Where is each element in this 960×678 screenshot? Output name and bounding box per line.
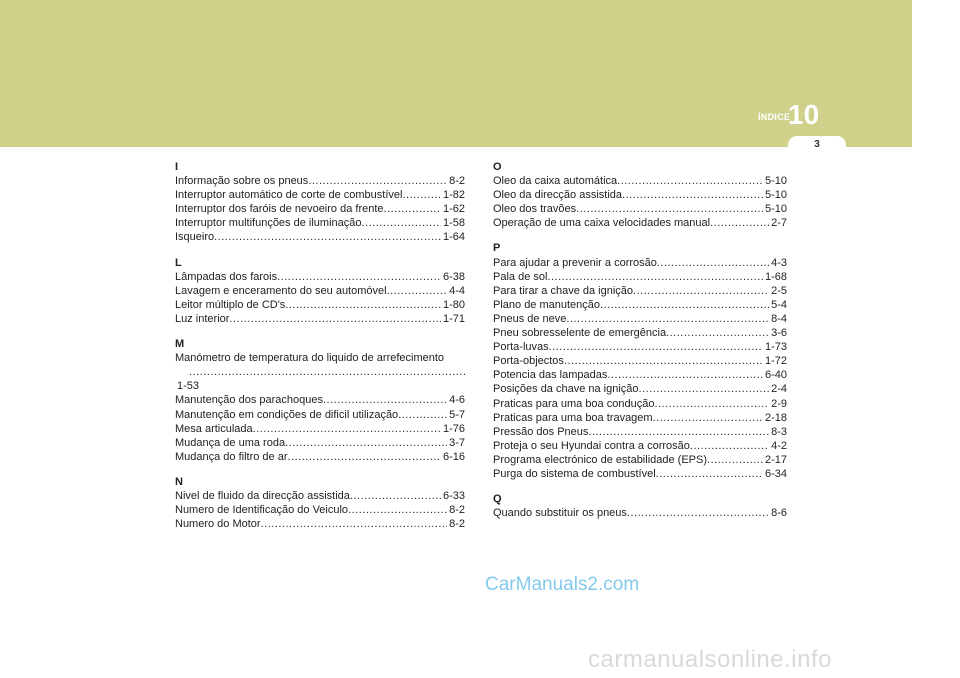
dot-leader	[607, 368, 763, 382]
index-entry-title: Praticas para uma boa condução	[493, 397, 655, 410]
index-letter-heading: I	[175, 161, 179, 173]
index-entry-title: Porta-luvas	[493, 341, 549, 354]
page-number: 3	[814, 139, 820, 150]
index-entry	[493, 326, 787, 340]
index-entry-page: 6-33	[442, 489, 465, 502]
index-entry	[175, 517, 465, 531]
index-group	[175, 160, 465, 245]
index-entry-title: Quando substituir os pneus	[493, 507, 627, 520]
index-entry-page: 5-10	[764, 175, 787, 188]
index-entry	[175, 393, 465, 407]
index-column-right	[493, 160, 787, 531]
index-entry	[493, 382, 787, 396]
index-entry	[493, 284, 787, 298]
dot-leader	[361, 216, 440, 230]
dot-leader	[547, 270, 763, 284]
index-entry-title: Nivel de fluido da direcção assistida	[175, 489, 350, 502]
index-entry-page: 1-62	[442, 203, 465, 216]
dot-leader	[253, 422, 441, 436]
chapter-number: 10	[788, 99, 820, 130]
dot-leader	[285, 298, 441, 312]
index-entry	[175, 436, 465, 450]
index-entry-page: 5-10	[764, 189, 787, 202]
index-entry-title: Posições da chave na ignição	[493, 383, 639, 396]
index-entry	[493, 202, 787, 216]
dot-leader	[350, 489, 441, 503]
index-entry	[175, 230, 465, 244]
index-letter-heading: Q	[493, 493, 502, 506]
index-entry-page: 5-10	[764, 203, 787, 216]
index-entry-title: Manutenção em condições de dificil utilização	[175, 408, 399, 421]
index-entry-title: Numero de Identificação do Veiculo	[175, 504, 349, 517]
index-entry	[493, 453, 787, 467]
index-group	[493, 492, 787, 520]
index-entry-page: 1-71	[442, 312, 465, 325]
index-entry	[175, 216, 465, 230]
index-entry-page: 8-6	[771, 507, 787, 520]
dot-leader	[633, 284, 769, 298]
index-group	[175, 337, 465, 464]
index-entry-page: 1-73	[764, 341, 787, 354]
index-entry	[493, 411, 787, 425]
index-entry-title: Manutenção dos parachoques	[175, 394, 323, 407]
index-entry	[175, 351, 465, 393]
index-entry-page: 8-2	[449, 504, 465, 517]
dot-leader	[617, 174, 763, 188]
index-group	[175, 256, 465, 326]
dot-leader	[229, 312, 441, 326]
dot-leader	[639, 382, 770, 396]
index-entry	[175, 422, 465, 436]
index-entry-title: Informação sobre os pneus	[175, 175, 309, 188]
index-entry	[175, 188, 465, 202]
index-group	[493, 160, 787, 230]
header-band	[0, 0, 912, 147]
index-entry-title: Interruptor automático de corte de combustível	[175, 189, 403, 202]
index-entry-title: Pneus de neve	[493, 312, 567, 325]
index-entry	[175, 408, 465, 422]
dot-leader	[576, 202, 763, 216]
index-entry	[493, 174, 787, 188]
index-entry-page: 1-82	[442, 189, 465, 202]
index-entry	[175, 503, 465, 517]
index-entry-page: 8-2	[449, 518, 465, 531]
dot-leader	[666, 326, 769, 340]
index-entry	[493, 425, 787, 439]
index-entry	[493, 188, 787, 202]
index-entry	[493, 216, 787, 230]
dot-leader	[308, 174, 447, 188]
dot-leader	[348, 503, 447, 517]
index-entry	[175, 489, 465, 503]
index-entry-title: Mesa articulada	[175, 422, 253, 435]
dot-leader	[566, 312, 769, 326]
index-entry-page: 5-7	[449, 408, 465, 421]
index-entry	[493, 340, 787, 354]
dot-leader	[285, 436, 447, 450]
index-entry-title: Plano de manutenção	[493, 298, 601, 311]
index-entry-title: Oleo da caixa automática	[493, 175, 618, 188]
dot-leader	[707, 453, 763, 467]
index-entry-page: 1-72	[764, 355, 787, 368]
index-entry-title: Isqueiro	[175, 231, 215, 244]
dot-leader	[398, 408, 447, 422]
index-entry-page: 4-6	[449, 394, 465, 407]
index-entry-page: 4-2	[771, 439, 787, 452]
dot-leader	[549, 340, 763, 354]
index-entry-page: 6-34	[764, 467, 787, 480]
index-entry-page: 1-58	[442, 217, 465, 230]
watermark-carmanualsonline: carmanualsonline.info	[588, 646, 832, 673]
index-entry	[175, 298, 465, 312]
index-entry-title: Luz interior	[175, 312, 230, 325]
index-entry-page: 8-4	[771, 312, 787, 325]
dot-leader	[387, 284, 448, 298]
index-entry-title: Interruptor dos faróis de nevoeiro da frente	[175, 203, 384, 216]
index-entry-title: Para ajudar a prevenir a corrosão	[493, 256, 657, 269]
dot-leader	[653, 411, 763, 425]
index-letter-heading: M	[175, 338, 185, 351]
index-letter-heading: N	[175, 475, 183, 488]
dot-leader	[402, 188, 441, 202]
index-entry-title: Mudança de uma roda	[175, 436, 286, 449]
index-entry-title: Pala de sol	[493, 270, 548, 283]
dot-leader	[600, 298, 769, 312]
dot-leader	[588, 425, 769, 439]
index-entry	[175, 174, 465, 188]
index-entry-page: 8-3	[771, 425, 787, 438]
index-entry-page: 4-4	[449, 284, 465, 297]
index-entry	[493, 368, 787, 382]
index-column-left	[175, 160, 465, 542]
index-entry	[175, 450, 465, 464]
index-entry	[493, 256, 787, 270]
index-entry	[175, 312, 465, 326]
index-group	[493, 241, 787, 481]
index-entry-page: 2-5	[771, 284, 787, 297]
index-entry	[493, 270, 787, 284]
index-entry-page: 2-17	[764, 453, 787, 466]
index-entry-title: Programa electrónico de estabilidade (EPS)	[493, 453, 708, 466]
index-entry-page: 5-4	[771, 298, 787, 311]
index-entry-page: 1-76	[442, 422, 465, 435]
dot-leader	[657, 256, 769, 270]
index-entry-page: 3-7	[449, 436, 465, 449]
dot-leader	[710, 216, 769, 230]
index-entry-title: Lâmpadas dos farois	[175, 270, 278, 283]
index-entry-title: Purga do sistema de combustível	[493, 467, 656, 480]
index-entry-title: Pneu sobresselente de emergência	[493, 327, 667, 340]
dot-leader	[288, 450, 441, 464]
dot-leader	[627, 506, 769, 520]
index-entry-title: Mudança do filtro de ar	[175, 450, 288, 463]
index-entry-page: 8-2	[449, 175, 465, 188]
index-entry-title: Leitor múltiplo de CD's	[175, 298, 286, 311]
index-entry-page: 1-68	[764, 270, 787, 283]
dot-leader	[323, 393, 447, 407]
index-entry-title: Proteja o seu Hyundai contra a corrosão	[493, 439, 690, 452]
index-entry-title: Para tirar a chave da ignição	[493, 284, 634, 297]
dot-leader	[214, 230, 441, 244]
dot-leader	[175, 365, 465, 379]
index-entry-title: Operação de uma caixa velocidades manual	[493, 217, 711, 230]
index-entry	[493, 354, 787, 368]
index-group	[175, 475, 465, 531]
watermark-carmanuals2[interactable]: CarManuals2.com	[485, 574, 640, 595]
index-entry-title: Interruptor multifunções de iluminação	[175, 217, 362, 230]
index-entry-page: 1-64	[442, 231, 465, 244]
index-entry	[493, 439, 787, 453]
index-entry-page: 6-38	[442, 270, 465, 283]
index-entry-page: 4-3	[771, 256, 787, 269]
index-entry-page: 2-4	[771, 383, 787, 396]
index-entry	[493, 397, 787, 411]
index-entry-page: 6-40	[764, 369, 787, 382]
index-entry-page: 2-9	[771, 397, 787, 410]
index-entry-title: Potencia das lampadas	[493, 369, 608, 382]
index-entry	[493, 506, 787, 520]
dot-leader	[384, 202, 441, 216]
dot-leader	[564, 354, 763, 368]
index-entry-title: Oleo dos travões	[493, 203, 577, 216]
index-entry-title: Porta-objectos	[493, 355, 564, 368]
index-letter-heading: P	[493, 242, 501, 255]
index-entry-title: Numero do Motor	[175, 518, 261, 531]
index-entry-title: Pressão dos Pneus	[493, 425, 589, 438]
index-entry	[493, 312, 787, 326]
index-entry-page: 3-6	[771, 327, 787, 340]
index-entry	[175, 284, 465, 298]
index-entry-page: 1-80	[442, 298, 465, 311]
index-letter-heading: L	[175, 256, 182, 269]
index-entry	[175, 270, 465, 284]
index-entry-page: 1-53	[177, 380, 200, 393]
dot-leader	[261, 517, 448, 531]
dot-leader	[654, 397, 769, 411]
index-entry-page: 6-16	[442, 450, 465, 463]
index-entry	[493, 298, 787, 312]
index-entry-title: Praticas para uma boa travagem	[493, 411, 653, 424]
index-entry-page: 2-18	[764, 411, 787, 424]
index-entry-title: Oleo da direcção assistida	[493, 189, 623, 202]
index-entry	[493, 467, 787, 481]
index-entry-title: Lavagem e enceramento do seu automóvel	[175, 284, 387, 297]
index-entry-title: Manómetro de temperatura do liquido de arrefecimento	[175, 352, 445, 365]
index-entry-page: 2-7	[771, 217, 787, 230]
index-entry	[175, 202, 465, 216]
dot-leader	[622, 188, 763, 202]
section-label: ÍNDICE	[758, 112, 791, 122]
dot-leader	[690, 439, 769, 453]
dot-leader	[656, 467, 763, 481]
dot-leader	[277, 270, 441, 284]
index-letter-heading: O	[493, 161, 502, 173]
